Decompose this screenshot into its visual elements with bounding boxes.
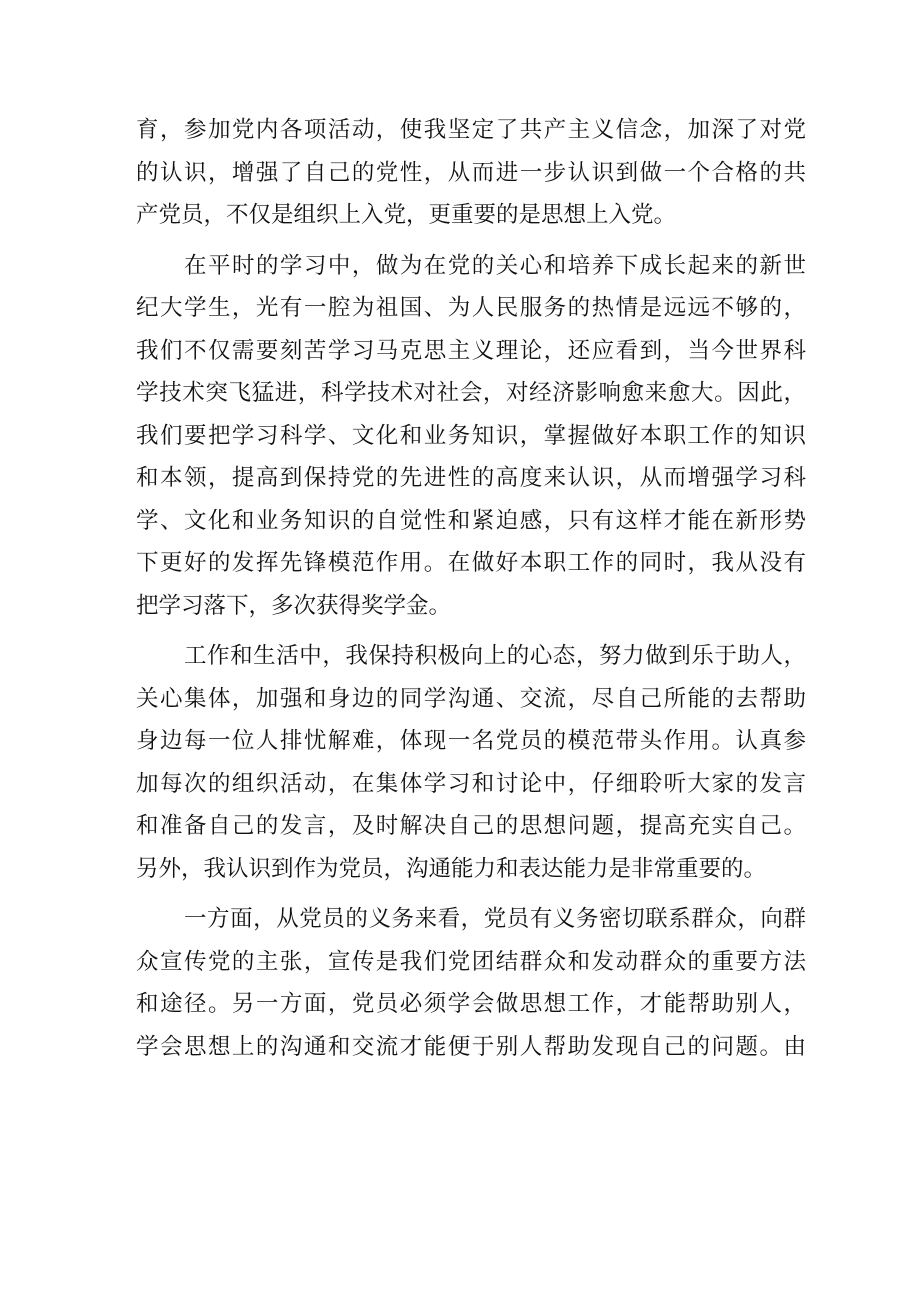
paragraph-4 <box>136 898 806 1068</box>
text-line: 和准备自己的发言，及时解决自己的思想问题，提高充实自己。 <box>136 813 806 839</box>
paragraph-gap <box>136 890 806 898</box>
text-line: 和途径。另一方面，党员必须学会做思想工作，才能帮助别人， <box>136 991 806 1017</box>
document-body <box>136 109 806 1068</box>
paragraph-gap <box>136 237 806 245</box>
text-line: 产党员，不仅是组织上入党，更重要的是思想上入党。 <box>136 202 677 228</box>
text-line: 我们要把学习科学、文化和业务知识，掌握做好本职工作的知识 <box>136 422 806 449</box>
text-line: 加每次的组织活动，在集体学习和讨论中，仔细聆听大家的发言 <box>136 770 806 797</box>
text-line: 学会思想上的沟通和交流才能便于别人帮助发现自己的问题。由 <box>136 1033 806 1060</box>
text-line: 身边每一位人排忧解难，体现一名党员的模范带头作用。认真参 <box>136 728 806 754</box>
text-line: 学、文化和业务知识的自觉性和紧迫感，只有这样才能在新形势 <box>136 507 806 534</box>
text-line: 一方面，从党员的义务来看，党员有义务密切联系群众，向群 <box>184 906 806 932</box>
text-line: 的认识，增强了自己的党性，从而进一步认识到做一个合格的共 <box>136 159 806 186</box>
text-line: 和本领，提高到保持党的先进性的高度来认识，从而增强学习科 <box>136 465 806 491</box>
text-line: 我们不仅需要刻苦学习马克思主义理论，还应看到，当今世界科 <box>136 337 806 364</box>
text-line: 在平时的学习中，做为在党的关心和培养下成长起来的新世 <box>184 252 806 279</box>
paragraph-1 <box>136 109 806 237</box>
text-line: 关心集体，加强和身边的同学沟通、交流，尽自己所能的去帮助 <box>136 685 806 712</box>
text-line: 工作和生活中，我保持积极向上的心态，努力做到乐于助人， <box>184 643 806 669</box>
text-line: 众宣传党的主张，宣传是我们党团结群众和发动群众的重要方法 <box>136 948 806 975</box>
text-line: 另外，我认识到作为党员，沟通能力和表达能力是非常重要的。 <box>136 855 767 882</box>
text-line: 育，参加党内各项活动，使我坚定了共产主义信念，加深了对党 <box>136 117 806 143</box>
text-line: 下更好的发挥先锋模范作用。在做好本职工作的同时，我从没有 <box>136 550 806 576</box>
text-line: 把学习落下，多次获得奖学金。 <box>136 592 452 619</box>
paragraph-3 <box>136 635 806 890</box>
text-line: 学技术突飞猛进，科学技术对社会，对经济影响愈来愈大。因此， <box>136 380 806 406</box>
paragraph-2 <box>136 245 806 628</box>
paragraph-gap <box>136 627 806 635</box>
text-line: 纪大学生，光有一腔为祖国、为人民服务的热情是远远不够的， <box>136 295 806 321</box>
